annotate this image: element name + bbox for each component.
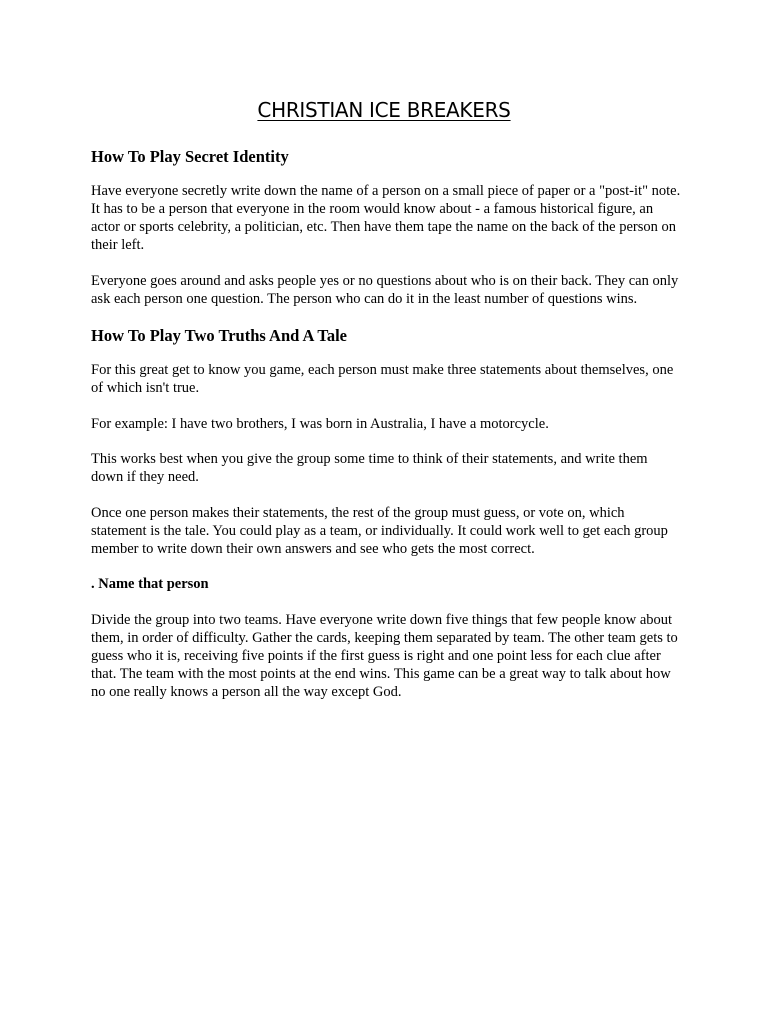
section-heading: How To Play Two Truths And A Tale [91,326,348,345]
section-secret-identity [91,146,681,308]
document-title: CHRISTIAN ICE BREAKERS [257,98,511,122]
paragraph: This works best when you give the group some time to think of their statements, and write them down if they need. [91,451,648,485]
paragraph: Everyone goes around and asks people yes or no questions about who is on their back. They can only ask each person one question. The person who can do it in the least number of questions wins. [91,272,679,307]
paragraph: Divide the group into two teams. Have everyone write down five things that few people know about them, in order of difficulty. Gather the cards, keeping them separated by team. The other team gets to guess who it is, receiving five points if the first guess is right and one point less for each clue after that. The team with the most points at the end wins. This game can be a great way to talk about how no one really knows a person all the way except God. [91,612,678,700]
document-body [91,146,681,719]
section-heading: How To Play Secret Identity [91,147,289,166]
paragraph: For example: I have two brothers, I was born in Australia, I have a motorcycle. [91,415,549,432]
paragraph: For this great get to know you game, each person must make three statements about themselves, one of which isn't true. [91,362,674,396]
section-two-truths [91,325,681,558]
section-heading: . Name that person [91,576,209,592]
paragraph: Once one person makes their statements, the rest of the group must guess, or vote on, which statement is the tale. You could play as a team, or individually. It could work well to get each group member to write down their own answers and see who gets the most correct. [91,504,668,557]
section-name-that-person [91,575,681,701]
paragraph: Have everyone secretly write down the name of a person on a small piece of paper or a "post-it" note. It has to be a person that everyone in the room would know about - a famous historical figure, an actor or sports celebrity, a politician, etc. Then have them tape the name on the back of the person on their left. [91,183,681,253]
